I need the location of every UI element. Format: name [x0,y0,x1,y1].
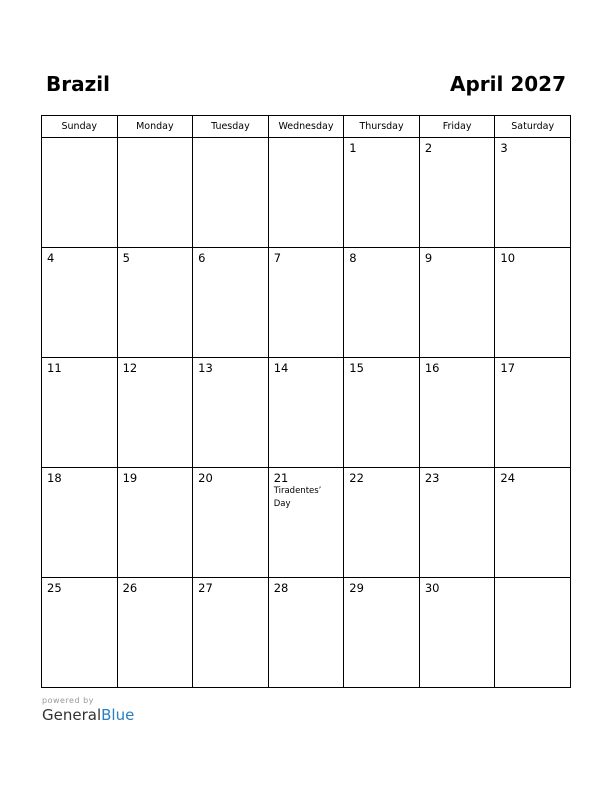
day-cell [268,578,344,688]
day-cell [495,358,571,468]
day-number: 18 [47,471,62,485]
day-number: 6 [198,251,206,265]
day-number: 15 [349,361,364,375]
day-cell [193,248,269,358]
weekday-wednesday: Wednesday [268,116,344,138]
day-number: 7 [273,251,282,265]
day-cell [193,468,269,578]
day-cell [344,138,420,248]
weekday-sunday: Sunday [42,116,118,138]
day-cell [419,138,495,248]
brand-name-general: General [42,706,102,724]
weekday-saturday: Saturday [495,116,571,138]
day-number: 10 [500,251,516,265]
footer [42,696,134,724]
day-number: 23 [424,471,440,485]
day-cell [344,358,420,468]
calendar-body [42,138,571,688]
day-cell [268,248,344,358]
day-number: 11 [47,361,62,375]
day-number: 2 [424,141,433,155]
empty-day-cell [117,138,193,248]
calendar-header [46,72,566,98]
day-cell [42,358,118,468]
weekday-tuesday: Tuesday [193,116,269,138]
holiday-label: Tiradentes’ Day [273,486,322,509]
day-cell [344,248,420,358]
day-number: 30 [424,581,440,595]
day-number: 21 [273,471,289,485]
day-cell [268,468,344,578]
month-title: April 2027 [450,72,566,96]
day-cell [42,578,118,688]
day-cell [42,468,118,578]
day-number: 27 [198,581,213,595]
empty-day-cell [42,138,118,248]
day-number: 19 [122,471,138,485]
day-number: 9 [424,251,433,265]
day-number: 13 [198,361,213,375]
day-number: 24 [500,471,516,485]
brand-logo [42,706,134,724]
day-number: 4 [47,251,55,265]
day-cell [117,578,193,688]
weekday-monday: Monday [117,116,193,138]
country-title: Brazil [46,72,110,96]
day-number: 5 [122,251,130,265]
day-cell [419,578,495,688]
day-number: 16 [424,361,440,375]
day-number: 3 [500,141,508,155]
weekday-friday: Friday [419,116,495,138]
week-row [42,578,571,688]
day-cell [42,248,118,358]
day-number: 14 [273,361,289,375]
day-cell [344,468,420,578]
weekday-header-row [42,116,571,138]
day-number: 29 [349,581,364,595]
powered-by-text: powered by [42,696,94,705]
day-cell [268,358,344,468]
day-number: 20 [198,471,213,485]
empty-day-cell [193,138,269,248]
day-number: 1 [349,141,357,155]
day-cell [495,468,571,578]
weekday-thursday: Thursday [344,116,420,138]
calendar-grid [41,115,571,688]
day-number: 12 [122,361,138,375]
day-cell [117,468,193,578]
day-cell [495,138,571,248]
day-number: 25 [47,581,62,595]
day-cell [117,358,193,468]
day-cell [419,248,495,358]
week-row [42,138,571,248]
day-number: 8 [349,251,357,265]
day-number: 28 [273,581,289,595]
day-number: 17 [500,361,516,375]
brand-name-blue: Blue [101,706,135,724]
week-row [42,248,571,358]
day-cell [193,578,269,688]
day-number: 26 [122,581,138,595]
empty-day-cell [268,138,344,248]
day-cell [419,358,495,468]
day-cell [117,248,193,358]
day-number: 22 [349,471,364,485]
week-row [42,358,571,468]
day-cell [419,468,495,578]
week-row [42,468,571,578]
day-cell [495,248,571,358]
empty-day-cell [495,578,571,688]
day-cell [344,578,420,688]
day-cell [193,358,269,468]
